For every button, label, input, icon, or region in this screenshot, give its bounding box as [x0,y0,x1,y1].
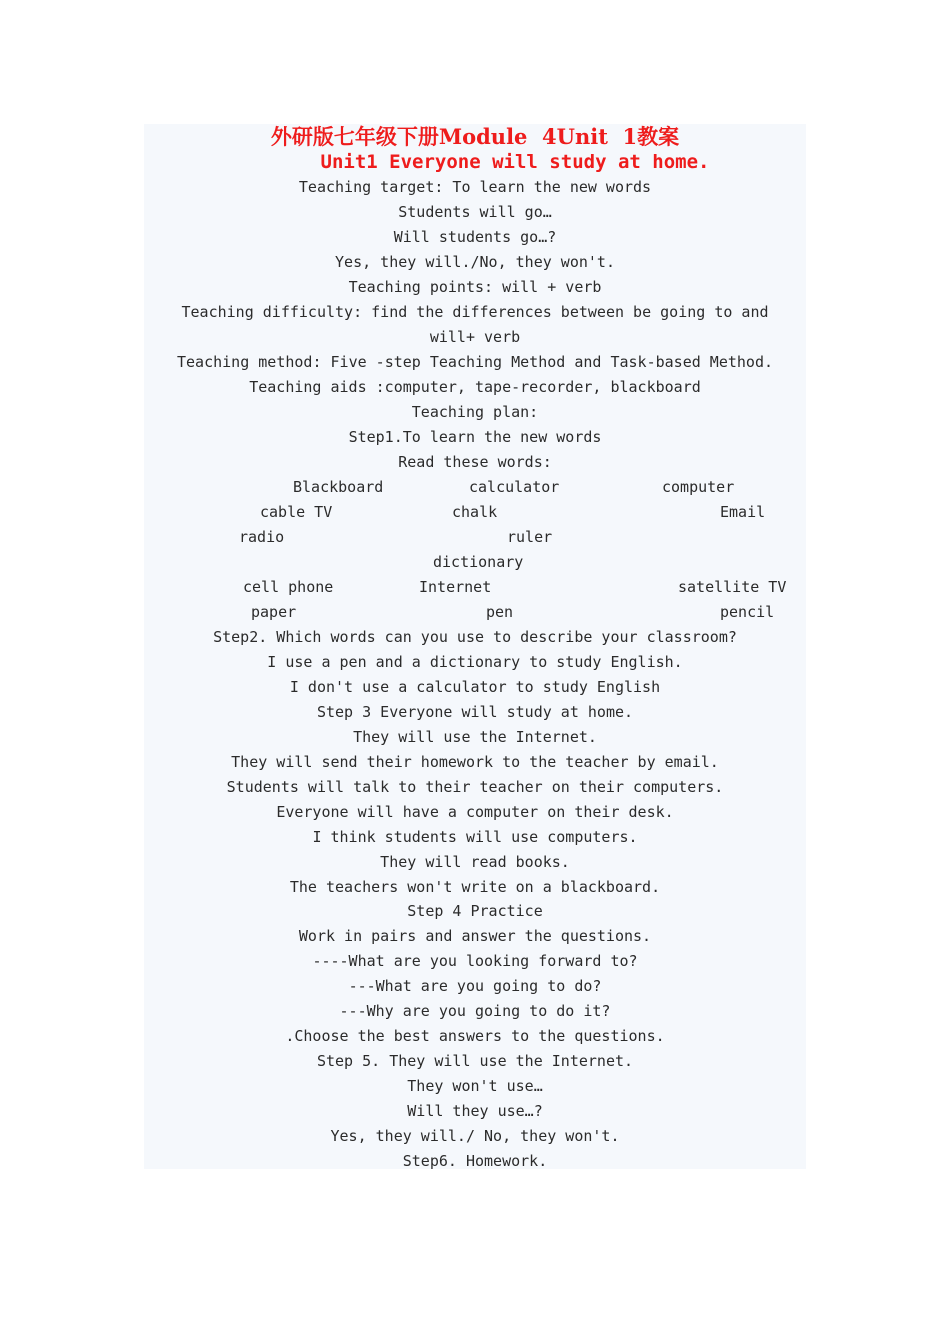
document-title: 外研版七年级下册Module 4Unit 1教案 [270,124,680,149]
question-line: ---Why are you going to do it? [339,1002,611,1020]
word-item: chalk [452,503,498,521]
text-line: The teachers won't write on a blackboard. [289,878,661,896]
question-line: ----What are you looking forward to? [312,952,638,970]
step-2-heading: Step2. Which words can you use to describe your classroom? [213,628,737,646]
word-item: Email [720,503,766,521]
teaching-plan-heading: Teaching plan: [411,403,539,421]
step-5-heading: Step 5. They will use the Internet. [316,1052,634,1070]
text-line: I use a pen and a dictionary to study English. [267,653,683,671]
teaching-difficulty: Teaching difficulty: find the differences between be going to and [181,303,769,321]
text-line: They will use the Internet. [353,728,597,746]
teaching-aids: Teaching aids :computer, tape-recorder, blackboard [249,378,701,396]
text-line: Read these words: [398,453,552,471]
step-3-heading: Step 3 Everyone will study at home. [316,703,634,721]
text-line: Will they use…? [407,1102,543,1120]
word-item: radio [239,528,285,546]
step-6-heading: Step6. Homework. [402,1152,548,1170]
text-line: Yes, they will./No, they won't. [335,253,615,271]
step-1-heading: Step1.To learn the new words [348,428,602,446]
text-line: Students will go… [398,203,552,221]
word-item: paper [251,603,297,621]
word-item: Internet [419,578,492,596]
text-line: I think students will use computers. [312,828,638,846]
word-item: ruler [507,528,553,546]
text-line: Will students go…? [393,228,557,246]
text-line: .Choose the best answers to the questions. [285,1027,665,1045]
word-item: computer [662,478,735,496]
word-item: cable TV [260,503,333,521]
step-4-heading: Step 4 Practice [407,902,543,920]
text-line: They won't use… [407,1077,543,1095]
text-line: Everyone will have a computer on their desk. [276,803,674,821]
text-line: Students will talk to their teacher on their computers. [226,778,724,796]
word-item: satellite TV [678,578,787,596]
text-line: They will send their homework to the teacher by email. [231,753,719,771]
text-line: I don't use a calculator to study English [289,678,661,696]
text-line: They will read books. [380,853,570,871]
document-subtitle: Unit1 Everyone will study at home. [320,151,710,173]
word-item: pen [486,603,514,621]
teaching-target: Teaching target: To learn the new words [298,178,652,196]
text-line: Yes, they will./ No, they won't. [330,1127,620,1145]
word-item: calculator [469,478,560,496]
word-item: Blackboard [293,478,384,496]
teaching-points: Teaching points: will + verb [348,278,602,296]
word-item: dictionary [433,553,524,571]
text-line: will+ verb [429,328,521,346]
text-line: Work in pairs and answer the questions. [298,927,652,945]
word-item: cell phone [243,578,334,596]
teaching-method: Teaching method: Five -step Teaching Method and Task-based Method. [176,353,774,371]
question-line: ---What are you going to do? [348,977,602,995]
word-item: pencil [720,603,775,621]
